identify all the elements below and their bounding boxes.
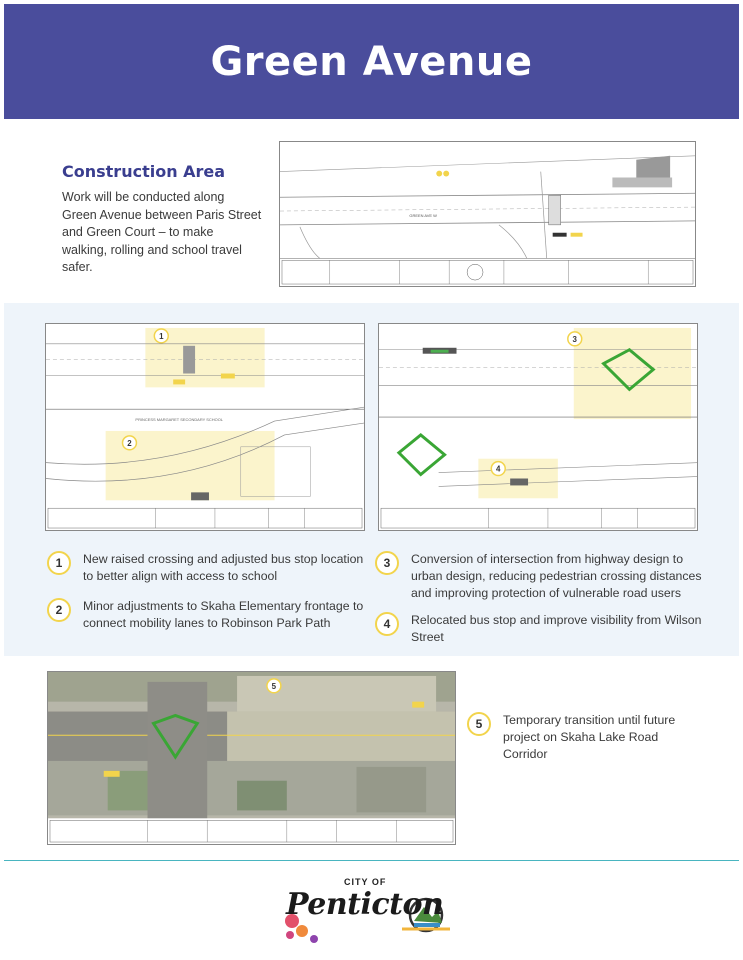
- logo-wordmark: Penticton: [286, 887, 444, 922]
- logo-city-of: CITY OF: [344, 877, 387, 887]
- item-description: Relocated bus stop and improve visibility from Wilson Street: [411, 613, 702, 644]
- page-header: [4, 4, 739, 119]
- list-item: [47, 551, 367, 585]
- detail-plan-right: [378, 323, 698, 531]
- number-badge: 1: [47, 551, 71, 575]
- number-badge: 2: [47, 598, 71, 622]
- svg-text:4: 4: [496, 464, 501, 474]
- overview-plan-drawing: [279, 141, 696, 287]
- svg-text:1: 1: [159, 331, 164, 341]
- list-item: [375, 551, 715, 602]
- construction-area-description: Work will be conducted along Green Avenue between Paris Street and Green Court – to make walking, rolling and school travel safer.: [62, 190, 262, 274]
- svg-text:5: 5: [271, 681, 277, 691]
- number-badge: 3: [375, 551, 399, 575]
- svg-text:2: 2: [127, 438, 132, 448]
- city-of-penticton-logo: [282, 877, 462, 945]
- item-description: Conversion of intersection from highway design to urban design, reducing pedestrian crossing distances and improving protection of vulnerable road users: [411, 552, 702, 600]
- svg-text:3: 3: [572, 334, 577, 344]
- item-description: Temporary transition until future project on Skaha Lake Road Corridor: [503, 713, 676, 761]
- list-item: [47, 598, 367, 632]
- construction-area-heading: Construction Area: [62, 162, 226, 181]
- svg-text:GREEN AVE W: GREEN AVE W: [409, 212, 437, 218]
- number-badge: 4: [375, 612, 399, 636]
- page-title: Green Avenue: [210, 38, 533, 85]
- footer-divider: [4, 860, 739, 861]
- aerial-plan-drawing: [47, 671, 456, 845]
- item-description: New raised crossing and adjusted bus stop location to better align with access to school: [83, 552, 364, 583]
- svg-text:PRINCESS MARGARET SECONDARY SC: PRINCESS MARGARET SECONDARY SCHOOL: [135, 417, 224, 423]
- list-item: [375, 612, 715, 646]
- detail-plan-left: [45, 323, 365, 531]
- item-description: Minor adjustments to Skaha Elementary frontage to connect mobility lanes to Robinson Park Path: [83, 599, 364, 630]
- list-item: [467, 712, 687, 763]
- number-badge: 5: [467, 712, 491, 736]
